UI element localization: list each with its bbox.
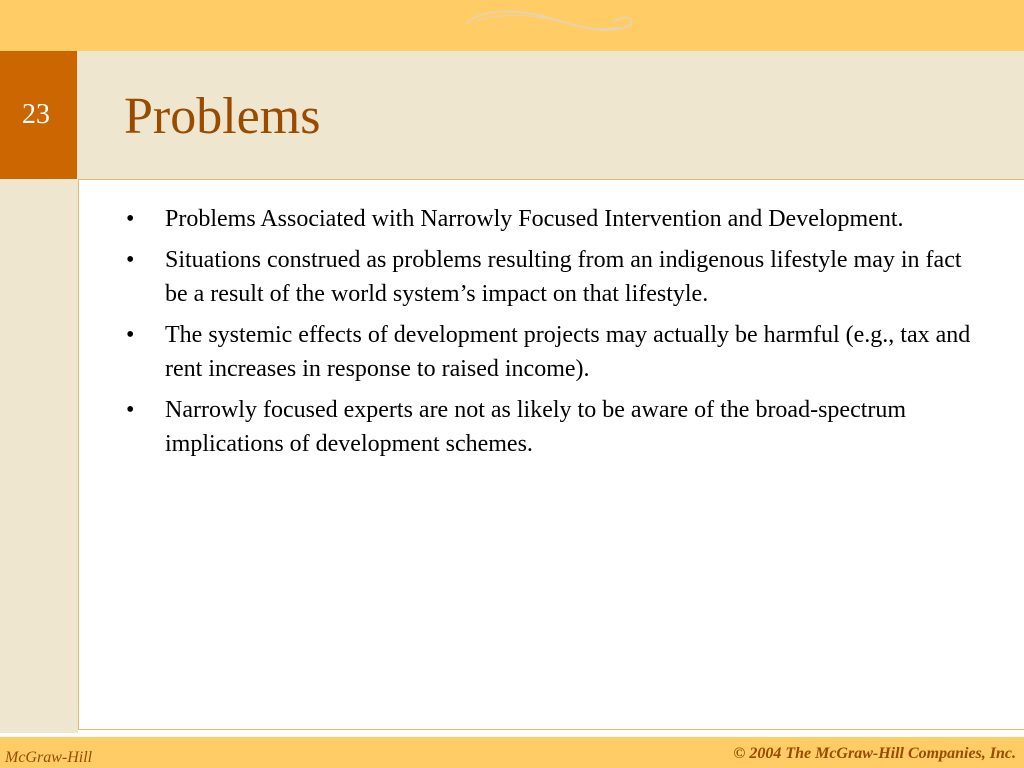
- page-title: Problems: [124, 88, 321, 145]
- footer-band: [0, 737, 1024, 768]
- title-divider: [78, 179, 1024, 180]
- bullet-item: • Narrowly focused experts are not as likely to be aware of the broad-spectrum implications of development schemes.: [126, 393, 986, 461]
- copyright-notice: © 2004 The McGraw-Hill Companies, Inc.: [733, 745, 1016, 762]
- bottom-divider: [78, 729, 1024, 730]
- bullet-item: • The systemic effects of development projects may actually be harmful (e.g., tax and rent increases in response to raised income).: [126, 318, 986, 386]
- slide-number: 23: [22, 99, 50, 130]
- bullet-item: • Situations construed as problems resulting from an indigenous lifestyle may in fact be a result of the world system’s impact on that lifestyle.: [126, 243, 986, 311]
- bullet-item: • Problems Associated with Narrowly Focused Intervention and Development.: [126, 202, 986, 236]
- slide-number-box: [0, 51, 77, 179]
- top-band: [0, 0, 1024, 51]
- bullet-list: [126, 202, 986, 468]
- left-divider: [78, 179, 79, 730]
- decorative-swirl-icon: [462, 5, 637, 39]
- publisher-name: McGraw-Hill: [5, 749, 93, 766]
